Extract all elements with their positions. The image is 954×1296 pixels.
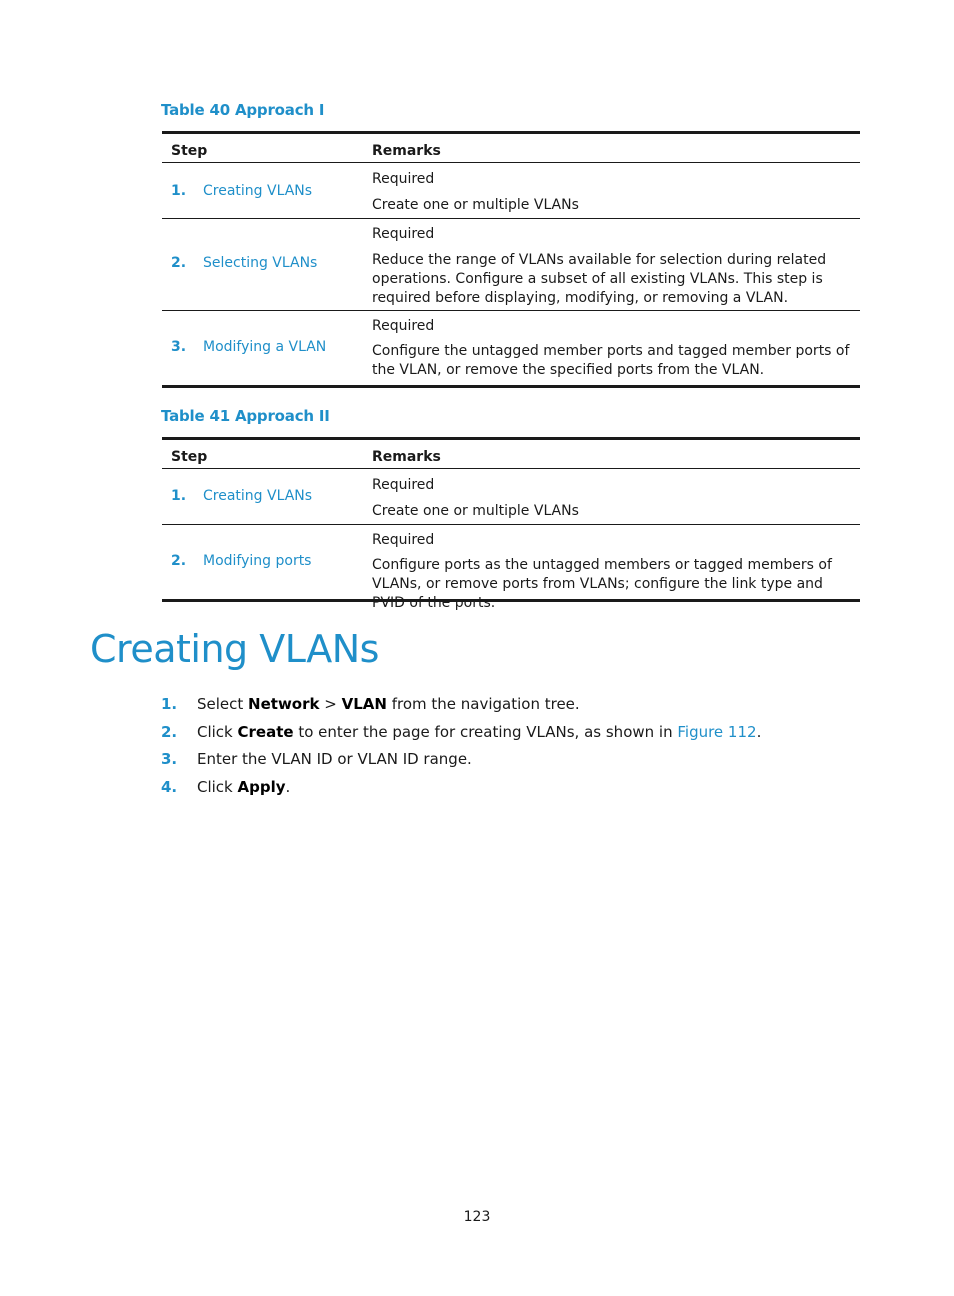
- step-text: >: [319, 695, 342, 713]
- procedure-step: [161, 695, 580, 715]
- apply-button-label: Apply: [237, 778, 286, 796]
- creating-vlans-link[interactable]: Creating VLANs: [203, 488, 313, 504]
- step-number: 1.: [171, 488, 187, 504]
- step-number: 2.: [171, 255, 187, 271]
- page-number: 123: [463, 1209, 491, 1225]
- step-number: 3.: [171, 339, 187, 355]
- procedure-step: [161, 723, 761, 743]
- remark-text: Configure ports as the untagged members or tagged members of VLANs, or remove ports from VLANs; configure the link type and PVID of the ports.: [372, 557, 832, 611]
- table-header: [162, 437, 860, 469]
- remark-required: Required: [372, 318, 435, 334]
- remark-text: Create one or multiple VLANs: [372, 503, 579, 519]
- header-remarks: Remarks: [372, 143, 441, 159]
- modifying-a-vlan-link[interactable]: Modifying a VLAN: [203, 339, 327, 355]
- remark-text: Configure the untagged member ports and tagged member ports of the VLAN, or remove the specified ports from the VLAN.: [372, 343, 850, 378]
- step-number: 1.: [171, 183, 187, 199]
- create-button-label: Create: [237, 723, 294, 741]
- header-step: Step: [171, 143, 208, 159]
- remark-required: Required: [372, 532, 435, 548]
- remark-required: Required: [372, 226, 435, 242]
- step-number: 1.: [161, 695, 178, 713]
- step-text: Click: [197, 778, 238, 796]
- selecting-vlans-link[interactable]: Selecting VLANs: [203, 255, 318, 271]
- step-text: .: [756, 723, 762, 741]
- step-number: 3.: [161, 750, 178, 768]
- procedure-step: [161, 778, 290, 798]
- procedure-step: [161, 750, 472, 770]
- table-row: [162, 525, 860, 611]
- step-text: from the navigation tree.: [386, 695, 580, 713]
- remark-required: Required: [372, 171, 435, 187]
- step-text: Enter the VLAN ID or VLAN ID range.: [197, 750, 472, 768]
- step-text: Click: [197, 723, 238, 741]
- step-number: 2.: [171, 553, 187, 569]
- table-41: [162, 437, 860, 611]
- table-row: [162, 469, 860, 525]
- figure-112-link[interactable]: Figure 112: [677, 723, 757, 741]
- step-number: 2.: [161, 723, 178, 741]
- step-text: to enter the page for creating VLANs, as shown in: [293, 723, 678, 741]
- remark-required: Required: [372, 477, 435, 493]
- table-row: [162, 163, 860, 219]
- table-40: [162, 131, 860, 388]
- creating-vlans-link[interactable]: Creating VLANs: [203, 183, 313, 199]
- remark-text: Reduce the range of VLANs available for selection during related operations. Configure a subset of all existing VLANs. This step is required before displaying, modifying, or removing a VLAN.: [372, 252, 827, 306]
- table-header: [162, 131, 860, 163]
- vlan-menu-label: VLAN: [341, 695, 387, 713]
- modifying-ports-link[interactable]: Modifying ports: [203, 553, 312, 569]
- header-remarks: Remarks: [372, 449, 441, 465]
- step-number: 4.: [161, 778, 178, 796]
- remark-text: Create one or multiple VLANs: [372, 197, 579, 213]
- header-step: Step: [171, 449, 208, 465]
- step-text: Select: [197, 695, 249, 713]
- network-menu-label: Network: [248, 695, 320, 713]
- table-40-caption: Table 40 Approach I: [161, 101, 325, 119]
- table-41-caption: Table 41 Approach II: [161, 407, 330, 425]
- table-row: [162, 311, 860, 388]
- table-row: [162, 219, 860, 311]
- step-text: .: [285, 778, 291, 796]
- section-title: Creating VLANs: [90, 627, 379, 671]
